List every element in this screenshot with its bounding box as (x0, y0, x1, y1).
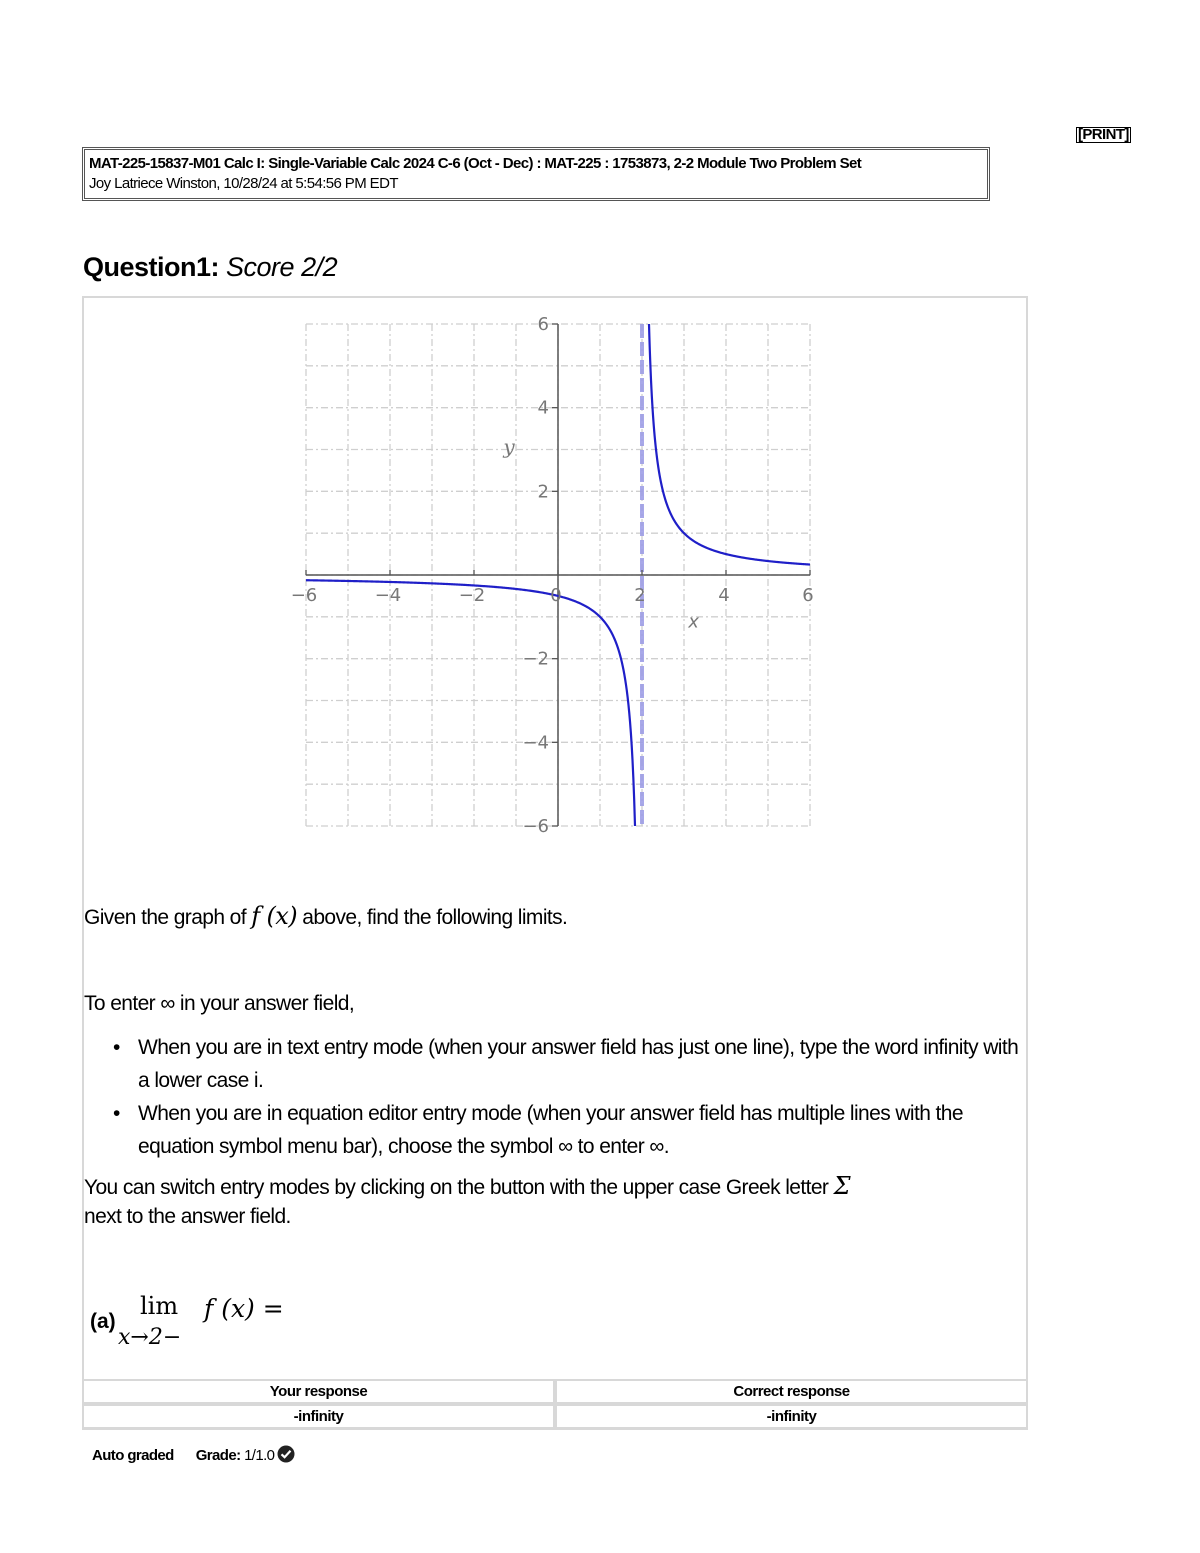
your-response-value: -infinity (82, 1404, 555, 1429)
x-tick-label: 0 (550, 585, 562, 606)
bullet-equation-mode: When you are in equation editor entry mode (when your answer field has multiple lines with the equation symbol menu bar), choose the symbol ∞ to enter ∞. (138, 1102, 963, 1158)
correct-response-value: -infinity (555, 1404, 1028, 1429)
grade-value: 1/1.0 (244, 1447, 275, 1464)
switch-line-2: next to the answer field. (84, 1205, 291, 1228)
x-tick-label: 4 (718, 585, 730, 606)
y-tick-label: −6 (522, 816, 549, 837)
course-line: MAT-225-15837-M01 Calc I: Single-Variable Calc 2024 C-6 (Oct - Dec) : MAT-225 : 1753873, 2-2 Module Two Problem Set (89, 155, 862, 172)
y-tick-label: 4 (537, 397, 549, 419)
limit-operator: lim (140, 1292, 179, 1320)
switch-text: You can switch entry modes by clicking on the button with the upper case Greek letter (84, 1176, 834, 1199)
print-link[interactable]: [PRINT] (1078, 126, 1129, 143)
assignment-header (82, 147, 990, 201)
response-table (82, 1379, 1028, 1429)
x-axis-label: x (688, 611, 699, 633)
bullet-dot: • (113, 1036, 121, 1059)
x-tick-label: −6 (290, 585, 318, 606)
enter-intro: To enter ∞ in your answer field, (84, 992, 355, 1015)
given-sentence (84, 902, 567, 930)
y-tick-label: 2 (537, 481, 549, 503)
bullet-dot: • (113, 1102, 121, 1125)
y-tick-label: −2 (522, 648, 549, 670)
limit-function: f (x) = (204, 1294, 284, 1323)
grade-label: Grade: (195, 1447, 241, 1464)
x-tick-label: 6 (802, 585, 814, 606)
given-prefix: Given the graph of (84, 906, 252, 929)
your-response-header: Your response (82, 1379, 555, 1404)
question-score: Score 2/2 (226, 252, 338, 282)
curve-right-branch (649, 324, 810, 565)
grading-footer (92, 1445, 295, 1464)
y-tick-label: 6 (537, 314, 549, 335)
given-suffix: above, find the following limits. (297, 906, 568, 929)
x-tick-label: −4 (374, 585, 402, 606)
student-line: Joy Latriece Winston, 10/28/24 at 5:54:56 PM EDT (89, 175, 398, 192)
sigma-symbol: Σ (833, 1172, 850, 1200)
switch-line-1 (84, 1172, 1024, 1200)
auto-graded-label: Auto graded (92, 1447, 174, 1464)
x-tick-label: −2 (458, 585, 486, 606)
function-graph (290, 312, 830, 842)
question-title (83, 252, 337, 283)
given-function: f (x) (251, 902, 297, 930)
check-circle-icon (277, 1445, 295, 1463)
part-a-label: (a) (90, 1310, 116, 1333)
x-tick-label: 2 (634, 585, 646, 606)
question-label: Question1: (83, 252, 220, 282)
limit-subscript: x→2− (118, 1325, 182, 1350)
bullet-text-mode: When you are in text entry mode (when your answer field has just one line), type the word infinity with a lower case i. (138, 1036, 1019, 1092)
y-axis-label: y (503, 434, 515, 459)
y-tick-label: −4 (522, 732, 549, 754)
correct-response-header: Correct response (555, 1379, 1028, 1404)
